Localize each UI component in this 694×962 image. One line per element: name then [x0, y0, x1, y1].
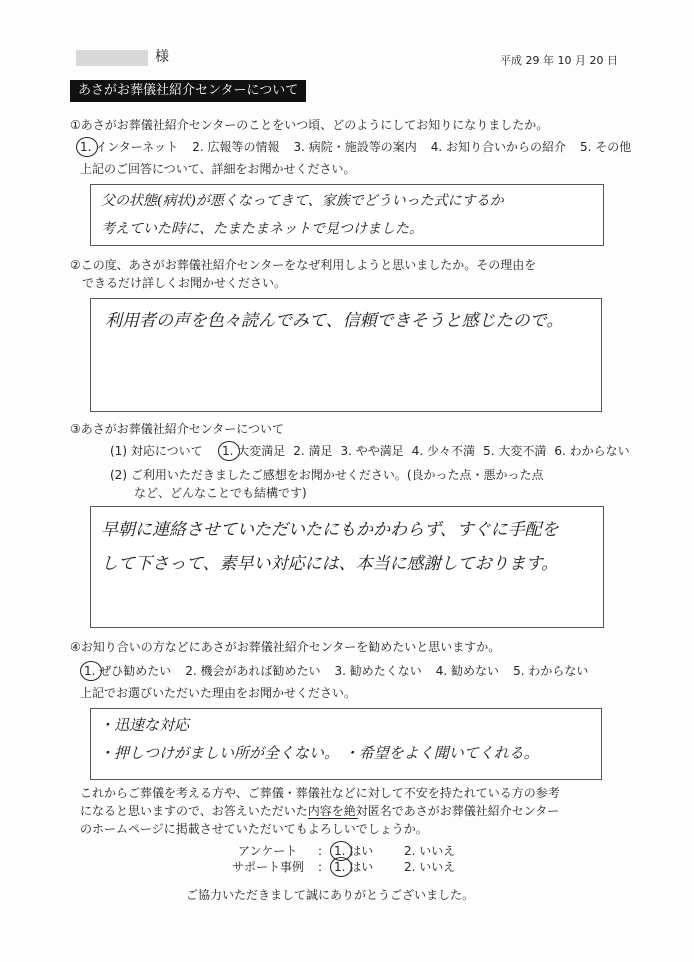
q3-selected-circle — [218, 441, 240, 461]
q1-detail-prompt: 上記のご回答について、詳細をお聞かせください。 — [80, 162, 356, 176]
q3-option-1: 1. 大変満足 — [222, 444, 286, 458]
q3-answer-line-1: 早朝に連絡させていただいたにもかかわらず、すぐに手配を — [101, 520, 559, 540]
consent-line-1: これからご葬儀を考える方や、ご葬儀・葬儀社などに対して不安を持たれている方の参考 — [80, 786, 560, 800]
consent-survey-label: アンケート — [238, 844, 298, 858]
q3-option-2: 2. 満足 — [293, 444, 333, 458]
q2-question-line-2: できるだけ詳しくお聞かせください。 — [82, 276, 287, 290]
q3-option-4: 4. 少々不満 — [411, 444, 476, 458]
q1-options — [80, 138, 631, 156]
survey-date: 平成 29 年 10 月 20 日 — [500, 54, 618, 67]
q1-option-3: 3. 病院・施設等の案内 — [293, 140, 417, 154]
q1-answer-line-2: 考えていた時に、たまたまネットで見つけました。 — [101, 221, 423, 237]
q3-option-6: 6. わからない — [554, 444, 630, 458]
consent-case-no: 2. いいえ — [404, 860, 456, 874]
q1-option-2: 2. 広報等の情報 — [192, 140, 280, 154]
q1-option-1: 1. インターネット — [80, 140, 179, 154]
q4-option-2: 2. 機会があれば勧めたい — [185, 664, 321, 678]
consent-case-colon: : — [318, 860, 323, 874]
consent-line-2: になると思いますので、お答えいただいた内容を絶対匿名であさがお葬儀社紹介センター — [80, 804, 560, 818]
q3-sub1-label: (1) 対応について — [110, 444, 203, 458]
consent-case-circle — [330, 857, 352, 877]
section-banner: あさがお葬儀社紹介センターについて — [70, 80, 306, 102]
q4-selected-circle — [80, 661, 102, 681]
anonymous-underline — [308, 818, 358, 819]
q2-answer-line-1: 利用者の声を色々読んでみて、信頼できそうと感じたので。 — [105, 311, 564, 331]
q3-answer-line-2: して下さって、素早い対応には、本当に感謝しております。 — [101, 554, 559, 574]
q1-answer-box — [90, 184, 604, 246]
q3-sub2-line-2: など、どんなことでも結構です) — [134, 486, 307, 500]
consent-survey-yes: 1. はい — [334, 844, 374, 858]
q1-selected-circle — [76, 137, 98, 157]
q3-option-5: 5. 大変不満 — [483, 444, 547, 458]
consent-case-label: サポート事例 — [232, 860, 305, 874]
q3-sub2-line-1: (2) ご利用いただきましたご感想をお聞かせください。(良かった点・悪かった点 — [110, 468, 544, 482]
q4-answer-line-1: ・迅速な対応 — [99, 716, 190, 734]
name-suffix: 様 — [155, 49, 169, 65]
consent-case-yes: 1. はい — [334, 860, 374, 874]
footer-thanks: ご協力いただきまして誠にありがとうございました。 — [186, 888, 475, 902]
q4-answer-line-2: ・押しつけがましい所が全くない。 ・希望をよく聞いてくれる。 — [99, 744, 539, 762]
q1-answer-line-1: 父の状態(病状)が悪くなってきて、家族でどういった式にするか — [101, 193, 504, 209]
q4-detail-prompt: 上記でお選びいただいた理由をお聞かせください。 — [80, 686, 357, 700]
q1-option-4: 4. お知り合いからの紹介 — [430, 140, 566, 154]
consent-survey-colon: : — [318, 844, 323, 858]
q4-options — [84, 662, 588, 680]
q4-option-1: 1. ぜひ勧めたい — [84, 664, 172, 678]
q2-answer-box — [90, 298, 602, 412]
q2-question-line-1: ②この度、あさがお葬儀社紹介センターをなぜ利用しようと思いましたか。その理由を — [70, 258, 537, 272]
q3-option-3: 3. やや満足 — [340, 444, 404, 458]
q4-option-4: 4. 勧めない — [435, 664, 500, 678]
q3-answer-box — [90, 506, 604, 628]
q4-answer-box — [90, 708, 602, 780]
redacted-name — [76, 50, 148, 66]
q1-question: ①あさがお葬儀社紹介センターのことをいつ頃、どのようにしてお知りになりましたか。 — [70, 118, 549, 132]
q4-question: ④お知り合いの方などにあさがお葬儀社紹介センターを勧めたいと思いますか。 — [70, 640, 501, 654]
q1-option-5: 5. その他 — [579, 140, 632, 154]
consent-survey-no: 2. いいえ — [404, 844, 456, 858]
q3-heading: ③あさがお葬儀社紹介センターについて — [70, 422, 285, 436]
q4-option-5: 5. わからない — [513, 664, 589, 678]
q4-option-3: 3. 勧めたくない — [334, 664, 422, 678]
consent-line-3: のホームページに掲載させていただいてもよろしいでしょうか。 — [80, 822, 428, 836]
q3-sub1-options — [222, 442, 630, 460]
